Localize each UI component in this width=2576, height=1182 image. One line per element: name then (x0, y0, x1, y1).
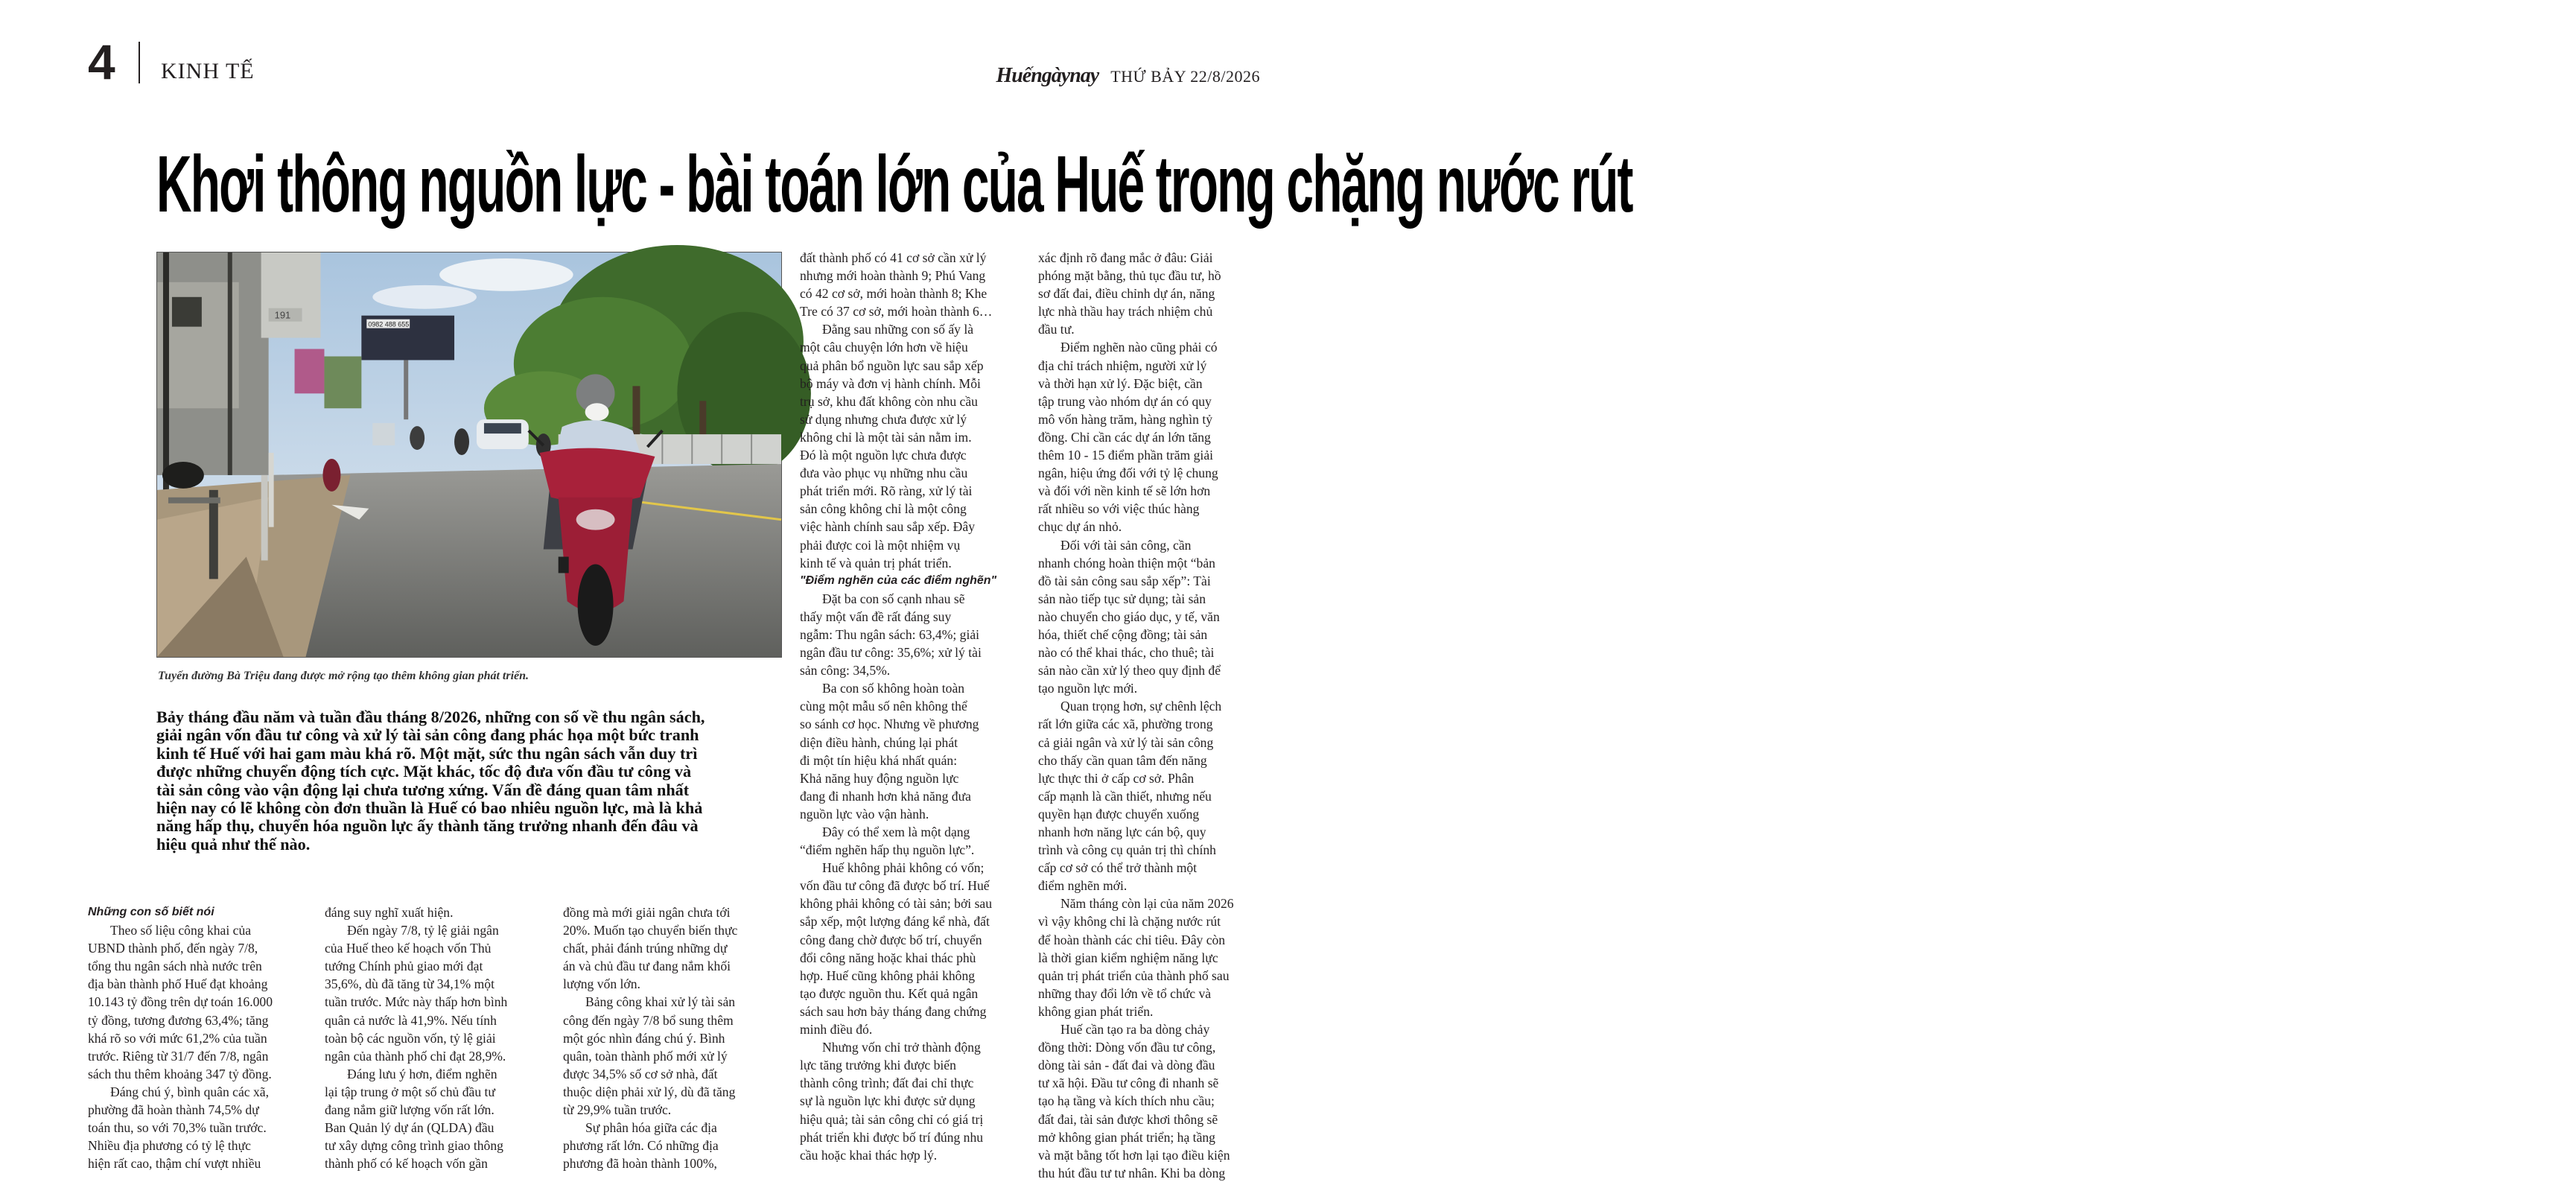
body-text-line: của Huế theo kế hoạch vốn Thủ (325, 941, 492, 956)
body-text-line: Quan trọng hơn, sự chênh lệch (1060, 699, 1222, 714)
body-text-line: là thời gian kiểm nghiệm năng lực (1038, 950, 1218, 965)
body-text-line: một câu chuyện lớn hơn về hiệu (800, 340, 968, 355)
body-text-line: đồng. Chỉ cần các dự án lớn tăng (1038, 429, 1211, 445)
body-text-line: không gian phát triển. (1038, 1003, 1154, 1019)
body-text-line: quyền hạn được chuyển xuống (1038, 806, 1200, 822)
body-text-line: Nhiều địa phương có tỷ lệ thực (88, 1138, 251, 1154)
body-text-line: rất lớn giữa các xã, phường trong (1038, 716, 1213, 732)
body-text-line: ngân, hiệu ứng đối với tỷ lệ chung (1038, 466, 1218, 481)
body-text-line: mở không gian phát triển; hạ tầng (1038, 1129, 1215, 1145)
body-text-line: đồ tài sản công sau sắp xếp”: Tài (1038, 573, 1211, 588)
body-text-line: địa bàn thành phố Huế đạt khoảng (88, 976, 268, 992)
body-text-line: kinh tế và quản trị phát triển. (800, 555, 952, 571)
body-text-line: hợp. Huế cũng không phải không (800, 967, 976, 983)
body-text-line: đổi công năng hoặc khai thác phù (800, 950, 976, 965)
body-text-line: đang nắm giữ lượng vốn rất lớn. (325, 1102, 494, 1118)
body-text-line: tạo hạ tầng và kích thích nhu cầu; (1038, 1093, 1215, 1109)
body-column-3 (563, 903, 786, 1172)
body-text-line: rất nhiều so với việc thúc hàng (1038, 501, 1200, 517)
body-text-line: chất, phải đánh trúng những dự (563, 941, 728, 956)
body-text-line: tập trung vào nhóm dự án có quy (1038, 393, 1212, 409)
body-text-line: Tre có 37 cơ sở, mới hoàn thành 6… (800, 304, 993, 320)
body-text-line: Huế cần tạo ra ba dòng chảy (1060, 1022, 1210, 1038)
body-text-line: và đối với nền kinh tế sẽ lớn hơn (1038, 483, 1211, 499)
body-text-line: 20%. Muốn tạo chuyển biến thực (563, 923, 738, 938)
headline: Khơi thông nguồn lực - bài toán lớn của Huế trong chặng nước rút (156, 139, 1632, 229)
body-text-line: nhưng mới hoàn thành 9; Phú Vang (800, 268, 986, 284)
body-text-line: Ba con số không hoàn toàn (822, 681, 965, 696)
street-photo-illustration (157, 252, 781, 657)
body-column-4 (800, 249, 1023, 1164)
section-subheading: Những con số biết nói (88, 906, 214, 918)
lead-line: hiện nay có lẽ không còn đơn thuần là Huế có bao nhiêu nguồn lực, mà là khả (156, 798, 703, 818)
body-text-line: đầu tư. (1038, 322, 1075, 337)
body-text-line: thu hút đầu tư tư nhân. Khi ba dòng (1038, 1165, 1226, 1181)
body-text-line: tổng thu ngân sách nhà nước trên (88, 959, 262, 974)
body-text-line: so sánh cơ học. Nhưng về phương (800, 716, 979, 732)
body-text-line: 35,6%, dù đã tăng từ 34,1% một (325, 976, 494, 992)
body-text-line: không phải không có tài sản; bởi sau (800, 896, 993, 912)
body-column-1 (88, 903, 308, 1172)
body-text-line: địa chỉ trách nhiệm, người xử lý (1038, 358, 1207, 373)
body-text-line: tư xây dựng công trình giao thông (325, 1138, 503, 1154)
body-text-line: Đây có thể xem là một dạng (822, 824, 970, 839)
body-text-line: thấy một vấn đề rất đáng suy (800, 609, 952, 624)
lead-line: Bảy tháng đầu năm và tuần đầu tháng 8/2026, những con số về thu ngân sách, (156, 708, 705, 726)
body-text-line: bộ máy và đơn vị hành chính. Mỗi (800, 375, 981, 391)
body-text-line: vốn đầu tư công đã được bố trí. Huế (800, 878, 990, 894)
body-text-line: sản nào tiếp tục sử dụng; tài sản (1038, 591, 1206, 606)
body-text-line: đi một tín hiệu khá nhất quán: (800, 752, 958, 768)
body-text-line: Điểm nghẽn nào cũng phải có (1060, 340, 1218, 355)
body-text-line: lực tăng trưởng khi được biến (800, 1058, 956, 1073)
body-text-line: thêm 10 - 15 điểm phần trăm giải (1038, 448, 1214, 463)
body-text-line: Đó là một nguồn lực chưa được (800, 448, 967, 463)
body-text-line: UBND thành phố, đến ngày 7/8, (88, 941, 258, 956)
header-divider (139, 42, 140, 83)
body-text-line: cho thấy cần quan tâm đến năng (1038, 752, 1207, 768)
building-number-sign: 191 (274, 309, 291, 321)
body-text-line: Huế không phải không có vốn; (822, 860, 985, 876)
body-text-line: hiện rất cao, thậm chí vượt nhiều (88, 1156, 261, 1172)
body-text-line: sắp xếp, một lượng đáng kể nhà, đất (800, 914, 990, 930)
body-text-line: phương đã hoàn thành 100%, (563, 1156, 717, 1172)
body-text-line: Nhưng vốn chỉ trở thành động (822, 1040, 981, 1055)
body-text-line: đất thành phố có 41 cơ sở cần xử lý (800, 250, 987, 265)
body-text-line: cấp mạnh là cần thiết, nhưng nếu (1038, 788, 1212, 804)
body-text-line: đáng suy nghĩ xuất hiện. (325, 905, 454, 920)
body-text-line: nhanh chóng hoàn thiện một “bản (1038, 555, 1215, 571)
body-text-line: lượng vốn lớn. (563, 976, 640, 992)
body-text-line: khá rõ so với mức 61,2% của tuần (88, 1030, 267, 1046)
body-text-line: đưa vào phục vụ những nhu cầu (800, 466, 968, 481)
body-text-line: toàn bộ các nguồn vốn, tỷ lệ giải (325, 1030, 496, 1046)
body-text-line: phát triển mới. Rõ ràng, xử lý tài (800, 483, 973, 499)
body-text-line: nguồn lực vào vận hành. (800, 806, 929, 822)
body-text-line: lực nhà thầu hay trách nhiệm chủ (1038, 304, 1213, 320)
body-text-line: từ 29,9% tuần trước. (563, 1102, 672, 1118)
body-text-line: chục dự án nhỏ. (1038, 519, 1122, 535)
headline-container (156, 128, 1632, 240)
body-text-line: tạo được nguồn thu. Kết quả ngân (800, 985, 979, 1001)
section-name: KINH TẾ (161, 59, 255, 83)
body-text-line: tướng Chính phủ giao mới đạt (325, 959, 483, 974)
body-text-line: nào chuyển cho giáo dục, y tế, văn (1038, 609, 1220, 624)
body-text-line: cả giải ngân và xử lý tài sản công (1038, 734, 1214, 750)
body-text-line: minh điều đó. (800, 1022, 873, 1038)
body-text-line: hóa, thiết chế cộng đồng; tài sản (1038, 626, 1208, 642)
body-text-line: nào có thể khai thác, cho thuê; tài (1038, 645, 1215, 661)
body-text-line: lại tập trung ở một số chủ đầu tư (325, 1084, 495, 1099)
body-text-line: Sự phân hóa giữa các địa (585, 1120, 717, 1136)
body-text-line: sản nào cần xử lý theo quy định để (1038, 663, 1221, 679)
photo-caption: Tuyến đường Bà Triệu đang được mở rộng tạo thêm không gian phát triển. (158, 670, 529, 682)
lead-paragraph (156, 708, 793, 854)
body-text-line: phải được coi là một nhiệm vụ (800, 537, 961, 553)
body-text-line: án và chủ đầu tư đang nắm khối (563, 959, 731, 974)
body-text-line: mô vốn hàng trăm, hàng nghìn tỷ (1038, 411, 1213, 427)
body-text-line: ngân của thành phố chỉ đạt 28,9%. (325, 1048, 506, 1064)
body-text-line: cầu hoặc khai thác hợp lý. (800, 1147, 938, 1163)
body-text-line: Bảng công khai xử lý tài sản (585, 994, 736, 1010)
body-text-line: những thay đổi lớn về tổ chức và (1038, 985, 1212, 1001)
body-text-line: công đến ngày 7/8 bổ sung thêm (563, 1012, 734, 1028)
body-text-line: nhanh hơn năng lực cán bộ, quy (1038, 824, 1206, 839)
body-text-line: việc hành chính sau sắp xếp. Đây (800, 519, 975, 535)
body-text-line: Khả năng huy động nguồn lực (800, 770, 959, 786)
body-text-line: một góc nhìn đáng chú ý. Bình (563, 1030, 725, 1046)
body-text-line: quả phân bổ nguồn lực sau sắp xếp (800, 358, 984, 373)
body-text-line: tuần trước. Mức này thấp hơn bình (325, 994, 508, 1010)
body-text-line: đồng mà mới giải ngân chưa tới (563, 905, 731, 920)
body-text-line: đất đai, tài sản được khơi thông sẽ (1038, 1111, 1218, 1127)
article-photo (156, 252, 782, 658)
body-text-line: tư xã hội. Đầu tư công đi nhanh sẽ (1038, 1075, 1219, 1091)
masthead-logo: Huếngàynay (996, 64, 1099, 87)
body-text-line: Đối với tài sản công, cần (1060, 537, 1192, 553)
lead-line: hiệu quả như thế nào. (156, 834, 311, 854)
body-text-line: quản trị phát triển của thành phố sau (1038, 967, 1230, 983)
body-text-line: vì vậy không chỉ là chặng nước rút (1038, 914, 1221, 930)
body-text-line: sách thu thêm khoảng 347 tỷ đồng. (88, 1066, 272, 1081)
body-text-line: không chỉ là một tài sản nằm im. (800, 429, 972, 445)
body-text-line: 10.143 tỷ đồng trên dự toán 16.000 (88, 994, 273, 1010)
body-text-line: thuộc diện phải xử lý, dù đã tăng (563, 1084, 736, 1099)
issue-date: THỨ BẢY 22/8/2026 (1110, 67, 1260, 86)
body-text-line: phát triển khi được bố trí đúng nhu (800, 1129, 984, 1145)
body-text-line: tỷ đồng, tương đương 63,4%; tăng (88, 1012, 269, 1028)
body-text-line: đang đi nhanh hơn khả năng đưa (800, 788, 971, 804)
body-text-line: Ban Quản lý dự án (QLDA) đầu (325, 1120, 494, 1136)
body-text-line: đồng thời: Dòng vốn đầu tư công, (1038, 1040, 1216, 1055)
body-text-line: xác định rõ đang mắc ở đâu: Giải (1038, 250, 1213, 265)
body-text-line: Năm tháng còn lại của năm 2026 (1060, 896, 1234, 912)
section-subheading: "Điểm nghẽn của các điểm nghẽn" (800, 573, 997, 587)
body-text-line: sách sau hơn bảy tháng đang chứng (800, 1003, 987, 1019)
body-text-line: và thời hạn xử lý. Đặc biệt, cần (1038, 375, 1203, 391)
lead-line: năng hấp thụ, chuyển hóa nguồn lực ấy thành tăng trưởng nhanh đến đâu và (156, 816, 699, 836)
page-number: 4 (88, 34, 115, 89)
billboard-text: 0982 488 655 (368, 320, 410, 328)
body-text-line: tạo nguồn lực mới. (1038, 681, 1138, 696)
body-text-line: để hoàn thành các chỉ tiêu. Đây còn (1038, 932, 1226, 947)
body-text-line: phường đã hoàn thành 74,5% dự (88, 1102, 259, 1118)
body-text-line: Đằng sau những con số ấy là (822, 322, 974, 337)
body-text-line: thành phố có kế hoạch vốn gần (325, 1156, 488, 1172)
lead-line: giải ngân vốn đầu tư công và xử lý tài sản công đang phác họa một bức tranh (156, 725, 699, 745)
body-text-line: “điểm nghẽn hấp thụ nguồn lực”. (800, 842, 975, 858)
body-text-line: ngân đầu tư công: 35,6%; xử lý tài (800, 645, 982, 661)
body-text-line: trụ sở, khu đất không còn nhu cầu (800, 393, 978, 409)
body-text-line: Đặt ba con số cạnh nhau sẽ (822, 591, 965, 606)
lead-line: kinh tế Huế với hai gam màu khá rõ. Một mặt, sức thu ngân sách vẫn duy trì (156, 743, 698, 763)
body-text-line: cấp cơ sở có thể trở thành một (1038, 860, 1198, 876)
body-text-line: quân, toàn thành phố mới xử lý (563, 1048, 728, 1064)
body-text-line: quân cả nước là 41,9%. Nếu tính (325, 1012, 497, 1028)
body-text-line: Đến ngày 7/8, tỷ lệ giải ngân (347, 923, 499, 938)
body-text-line: trình và công cụ quản trị thì chính (1038, 842, 1216, 858)
body-column-2 (325, 903, 545, 1172)
body-text-line: Đáng chú ý, bình quân các xã, (110, 1084, 270, 1099)
body-text-line: cùng một mẫu số nên không thể (800, 699, 967, 714)
body-text-line: sử dụng nhưng chưa được xử lý (800, 411, 967, 427)
lead-line: tài sản công vào vận động lại chưa tương xứng. Vấn đề đáng quan tâm nhất (156, 780, 690, 799)
body-text-line: điểm nghẽn mới. (1038, 878, 1128, 894)
body-text-line: thành công trình; đất đai chỉ thực (800, 1075, 974, 1091)
body-column-5 (1038, 249, 1263, 1182)
body-text-line: sơ đất đai, điều chỉnh dự án, năng (1038, 286, 1215, 302)
body-text-line: hiệu quả; tài sản công chỉ có giá trị (800, 1111, 984, 1127)
body-text-line: toán thu, so với 70,3% tuần trước. (88, 1120, 267, 1136)
body-text-line: sự là nguồn lực khi được sử dụng (800, 1093, 976, 1109)
body-text-line: trước. Riêng từ 31/7 đến 7/8, ngân (88, 1048, 269, 1064)
body-text-line: phóng mặt bằng, thủ tục đầu tư, hồ (1038, 268, 1221, 284)
body-text-line: phương rất lớn. Có những địa (563, 1138, 719, 1154)
body-text-line: được 34,5% số cơ sở nhà, đất (563, 1066, 718, 1081)
body-text-line: dòng tài sản - đất đai và dòng đầu (1038, 1058, 1215, 1073)
masthead-group (996, 64, 1260, 88)
body-text-line: Theo số liệu công khai của (110, 923, 252, 938)
body-text-line: và mặt bằng tốt hơn lại tạo điều kiện (1038, 1147, 1230, 1163)
body-text-line: Đáng lưu ý hơn, điểm nghẽn (347, 1066, 497, 1081)
body-text-line: sản công không chỉ là một công (800, 501, 967, 517)
body-text-line: công đang chờ được bố trí, chuyển (800, 932, 982, 947)
body-text-line: diện điều hành, chúng lại phát (800, 734, 958, 750)
body-text-line: lực thực thi ở cấp cơ sở. Phân (1038, 770, 1195, 786)
lead-line: được những chuyển động tích cực. Mặt khác, tốc độ đưa vốn đầu tư công và (156, 762, 692, 781)
body-text-line: ngẫm: Thu ngân sách: 63,4%; giải (800, 626, 980, 642)
body-text-line: sản công: 34,5%. (800, 663, 891, 679)
body-text-line: có 42 cơ sở, mới hoàn thành 8; Khe (800, 286, 988, 302)
